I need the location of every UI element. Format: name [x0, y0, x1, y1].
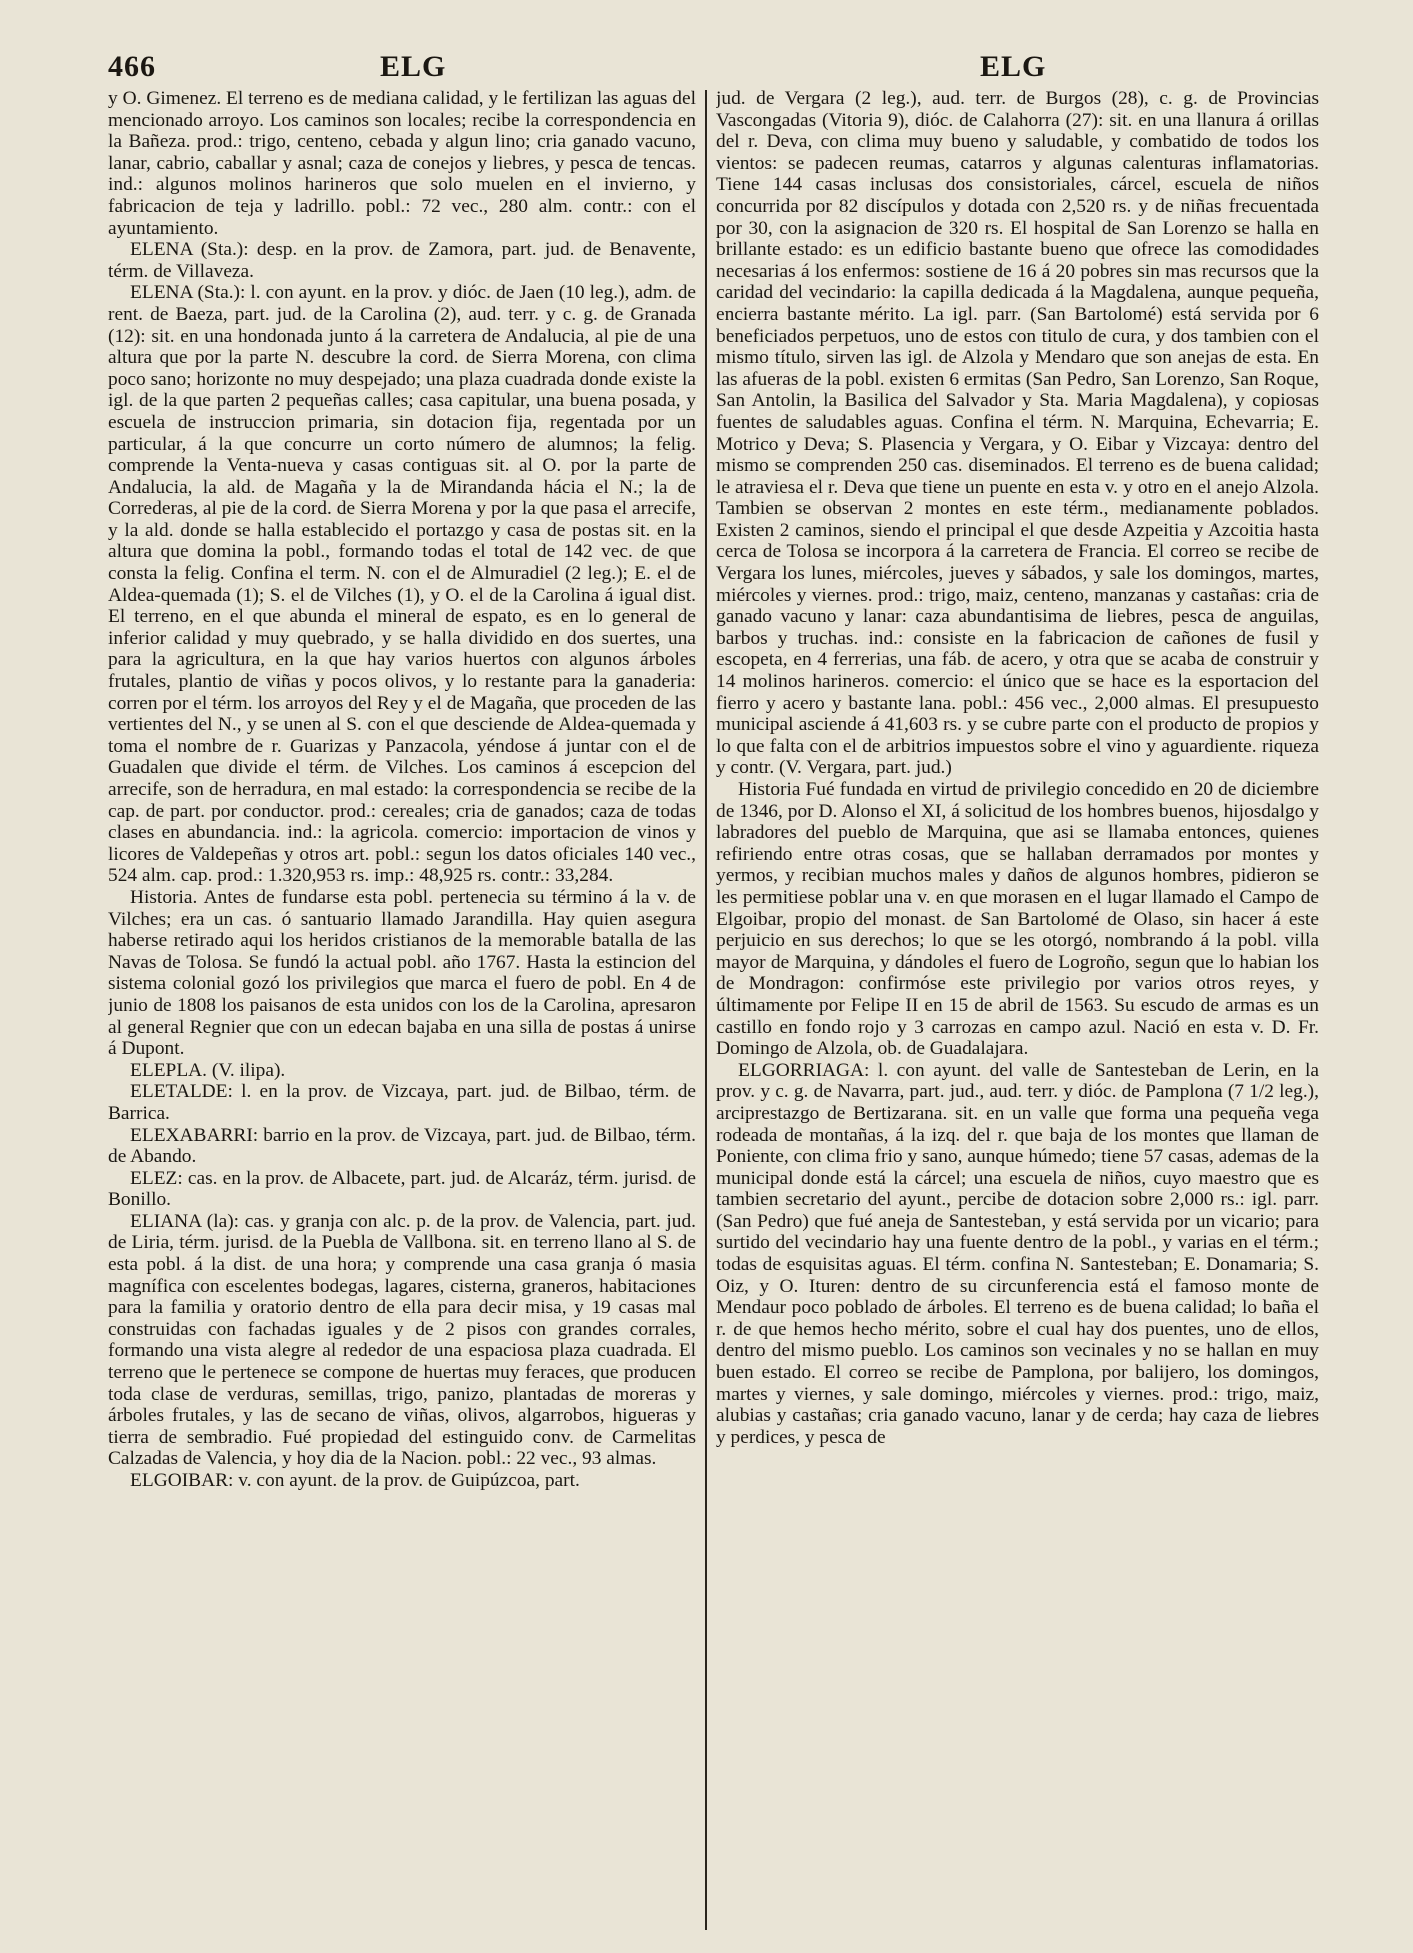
- page-number: 466: [108, 50, 156, 83]
- entry-elgoibar-start: ELGOIBAR: v. con ayunt. de la prov. de Guipúzcoa, part.: [130, 1470, 580, 1491]
- entry-elena-jaen: ELENA (Sta.): l. con ayunt. en la prov. y dióc. de Jaen (10 leg.), adm. de rent. de Baeza, part. jud. de la Carolina (2), aud. terr. y c. g. de Granada (12): sit. en una hondonada junto á la carretera de Andalucia, al pie de una altura que por la parte N. descubre la cord. de Sierra Morena, con clima poco sano; horizonte no muy despejado; una plaza cuadrada donde existe la igl. de la que parten 2 pequeñas calles; casa capitular, una buena posada, y escuela de instruccion primaria, sin dotacion fija, regentada por un particular, á la que concurre un corto número de alumnos; la felig. comprende la Venta-nueva y casas contiguas sit. al O. por la parte de Andalucia, la ald. de Magaña y la de Mirandanda hácia el N.; la de Correderas, al pie de la cord. de Sierra Morena y por la que pasa el arrecife, y la ald. donde se halla establecido el portazgo y casa de postas sit. en la altura que domina la pobl., formando todas el total de 142 vec. de que consta la felig. Confina el term. N. con el de Almuradiel (2 leg.); E. el de Aldea-quemada (1); S. el de Vilches (1), y O. el de la Carolina á igual dist. El terreno, en el que abunda el mineral de espato, es en lo general de inferior calidad y muy quebrado, y se halla dividido en dos suertes, una para la agricultura, en la que hay varios huertos con algunos árboles frutales, plantio de viñas y pocos olivos, y lo restante para la ganaderia: corren por el térm. los arroyos del Rey y el de Magaña, que proceden de las vertientes del N., y se unen al S. con el que desciende de Aldea-quemada y toma el nombre de r. Guarizas y Panzacola, yéndose á juntar con el de Guadalen que divide el térm. de Vilches. Los caminos á escepcion del arrecife, son de herradura, en mal estado: la correspondencia se recibe de la cap. de part. por conductor. prod.: cereales; cria de ganados; caza de todas clases en abundancia. ind.: la agricola. comercio: importacion de vinos y licores de Valdepeñas y otros art. pobl.: segun los datos oficiales 140 vec., 524 alm. cap. prod.: 1.320,953 rs. imp.: 48,925 rs. contr.: 33,284.: [108, 282, 696, 887]
- entry-elena-zamora: ELENA (Sta.): desp. en la prov. de Zamora, part. jud. de Benavente, térm. de Villaveza.: [108, 239, 696, 282]
- left-column: [108, 88, 696, 1933]
- entry-continuation: y O. Gimenez. El terreno es de mediana calidad, y le fertilizan las aguas del mencionado arroyo. Los caminos son locales; recibe la correspondencia en la Bañeza. prod.: trigo, centeno, cebada y algun lino; cria ganado vacuno, lanar, cabrio, caballar y asnal; caza de conejos y liebres, y pesca de tencas. ind.: algunos molinos harineros que solo muelen en el invierno, y fabricacion de teja y ladrillo. pobl.: 72 vec., 280 alm. contr.: con el ayuntamiento.: [108, 88, 696, 239]
- entry-elepla: ELEPLA. (V. ilipa).: [130, 1059, 286, 1081]
- running-head-left: ELG: [380, 50, 447, 83]
- column-divider: [705, 90, 707, 1930]
- entry-elena-historia: Historia. Antes de fundarse esta pobl. pertenecia su término á la v. de Vilches; era un cas. ó santuario llamado Jarandilla. Hay quien asegura haberse retirado aqui los heridos cristianos de la memorable batalla de las Navas de Tolosa. Se fundó la actual pobl. año 1767. Hasta la estincion del sistema colonial gozó los privilegios que marca el fuero de pobl. En 4 de junio de 1808 los paisanos de esta unidos con los de la Carolina, apresaron al general Regnier que con un edecan bajaba en una silla de postas á unirse á Dupont.: [108, 886, 696, 1060]
- entry-elgorriaga: ELGORRIAGA: l. con ayunt. del valle de Santesteban de Lerin, en la prov. y c. g. de Navarra, part. jud., aud. terr. y dióc. de Pamplona (7 1/2 leg.), arciprestazgo de Bertizarana. sit. en un valle que forma una pequeña vega rodeada de montañas, á la izq. del r. que baja de los montes que llaman de Poniente, con clima frio y sano, aunque húmedo; tiene 57 casas, ademas de la municipal donde está la cárcel; una escuela de niños, cuyo maestro que es tambien secretario del ayunt., percibe de dotacion sobre 2,000 rs.: igl. parr. (San Pedro) que fué aneja de Santesteban, y está servida por un vicario; para surtido del vecindario hay una fuente dentro de la pobl., y varias en el térm.; todas de esquisitas aguas. El térm. confina N. Santesteban; E. Donamaria; S. Oiz, y O. Ituren: dentro de su circunferencia está el famoso monte de Mendaur poco poblado de árboles. El terreno es de buena calidad; lo baña el r. de que hemos hecho mérito, sobre el cual hay dos puentes, uno de ellos, dentro del mismo pueblo. Los caminos son vecinales y no se hallan en muy buen estado. El correo se recibe de Pamplona, por balijero, los domingos, martes y viernes, y sale domingo, miércoles y viernes. prod.: trigo, maiz, alubias y castañas; cria ganado vacuno, lanar y de cerda; hay caza de liebres y perdices, y pesca de: [716, 1059, 1319, 1448]
- entry-elgoibar-continued: jud. de Vergara (2 leg.), aud. terr. de Burgos (28), c. g. de Provincias Vascongadas (Vitoria 9), dióc. de Calahorra (27): sit. en una llanura á orillas del r. Deva, con clima muy bueno y saludable, y combatido de todos los vientos: se padecen reumas, catarros y algunas calenturas inflamatorias. Tiene 144 casas inclusas dos consistoriales, cárcel, escuela de niños concurrida por 82 discípulos y dotada con 2,520 rs. y de niñas frecuentada por 30, con la asignacion de 320 rs. El hospital de San Lorenzo se halla en brillante estado: es un edificio bastante bueno que ofrece las comodidades necesarias á los enfermos: sostiene de 16 á 20 pobres sin mas recursos que la caridad del vecindario: la capilla dedicada á la Magdalena, aunque pequeña, encierra bastante mérito. La igl. parr. (San Bartolomé) está servida por 6 beneficiados perpetuos, uno de estos con titulo de cura, y dos tambien con el mismo título, sirven las igl. de Alzola y Mendaro que son anejas de esta. En las afueras de la pobl. existen 6 ermitas (San Pedro, San Lorenzo, San Roque, San Antolin, la Basilica del Salvador y Sta. Maria Magdalena), y copiosas fuentes de saludables aguas. Confina el térm. N. Marquina, Echevarria; E. Motrico y Deva; S. Plasencia y Vergara, y O. Eibar y Vizcaya: dentro del mismo se comprenden 250 cas. diseminados. El terreno es de buena calidad; le atraviesa el r. Deva que tiene un puente en esta v. y otro en el anejo Alzola. Tambien se observan 2 montes en este térm., medianamente poblados. Existen 2 caminos, siendo el principal el que desde Azpeitia y Azcoitia hasta cerca de Tolosa se incorpora á la carretera de Francia. El correo se recibe de Vergara los lunes, miércoles, jueves y sábados, y sale los domingos, martes, miércoles y viernes. prod.: trigo, maiz, centeno, manzanas y castañas: cria de ganado vacuno y lanar: caza abundantisima de liebres, pesca de anguilas, barbos y truchas. ind.: consiste en la fabricacion de cañones de fusil y escopeta, en 4 ferrerias, una fáb. de acero, y otra que se acaba de construir y 14 molinos harineros. comercio: el único que se hace es la esportacion del fierro y acero y bastante lana. pobl.: 456 vec., 2,000 almas. El presupuesto municipal asciende á 41,603 rs. y se cubre parte con el producto de propios y lo que falta con el de arbitrios impuestos sobre el vino y aguardiente. riqueza y contr. (V. Vergara, part. jud.): [716, 88, 1319, 779]
- running-head-right: ELG: [980, 50, 1047, 83]
- entry-elexabarri: ELEXABARRI: barrio en la prov. de Vizcaya, part. jud. de Bilbao, térm. de Abando.: [108, 1124, 696, 1168]
- entry-elez: ELEZ: cas. en la prov. de Albacete, part. jud. de Alcaráz, térm. jurisd. de Bonillo.: [108, 1167, 696, 1211]
- entry-eletalde: ELETALDE: l. en la prov. de Vizcaya, part. jud. de Bilbao, térm. de Barrica.: [108, 1081, 696, 1124]
- right-column: [716, 88, 1319, 1933]
- entry-elgoibar-historia: Historia Fué fundada en virtud de privilegio concedido en 20 de diciembre de 1346, por D. Alonso el XI, á solicitud de los hombres buenos, hijosdalgo y labradores del pueblo de Marquina, que asi se llamaba entonces, quienes refiriendo entre otras cosas, que se hallaban derramados por montes y yermos, y recibian muchos males y daños de algunos hombres, pidieron se les permitiese poblar una v. en que morasen en el lugar llamado el Campo de Elgoibar, propio del monast. de San Bartolomé de Olaso, sin hacer á este perjuicio en sus derechos; lo que se les otorgó, nombrando á la pobl. villa mayor de Marquina, y dándoles el fuero de Logroño, segun que lo habian los de Mondragon: confirmóse este privilegio por varios otros reyes, y últimamente por Felipe II en 15 de abril de 1563. Su escudo de armas es un castillo en fondo rojo y 3 carrozas en campo azul. Nació en esta v. D. Fr. Domingo de Alzola, ob. de Guadalajara.: [716, 779, 1319, 1060]
- entry-eliana: ELIANA (la): cas. y granja con alc. p. de la prov. de Valencia, part. jud. de Liria, térm. jurisd. de la Puebla de Vallbona. sit. en terreno llano al S. de esta pobl. á la dist. de una hora; y comprende una casa granja ó masia magnífica con escelentes bodegas, lagares, cisterna, graneros, habitaciones para la familia y oratorio dentro de ella para decir misa, y 19 casas mal construidas con fachadas iguales y de 2 pisos con grandes corrales, formando una vista alegre al rededor de una espaciosa plaza cuadrada. El terreno que le pertenece se compone de huertas muy feraces, que producen toda clase de verduras, semillas, trigo, panizo, plantadas de moreras y árboles frutales, y las de secano de viñas, olivos, algarrobos, higueras y tierra de sembradio. Fué propiedad del estinguido conv. de Carmelitas Calzadas de Valencia, y hoy dia de la Nacion. pobl.: 22 vec., 93 almas.: [108, 1210, 696, 1470]
